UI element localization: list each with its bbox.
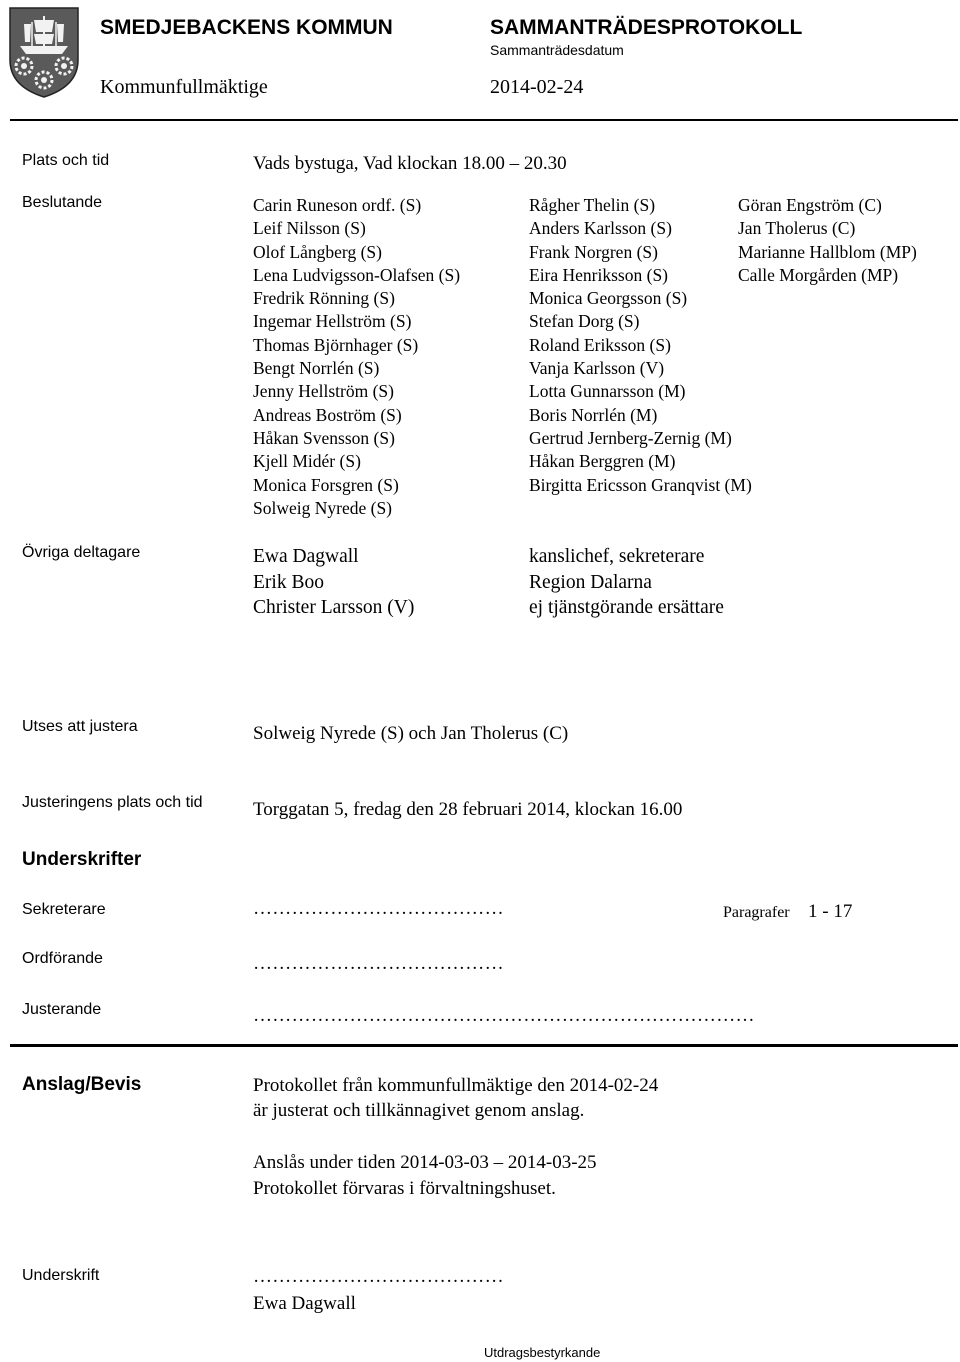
final-signature-label: Underskrift xyxy=(22,1267,100,1284)
final-signature-line: ………………………………… xyxy=(253,1266,504,1287)
notice-divider xyxy=(10,1044,958,1047)
decision-maker-name: Ingemar Hellström (S) xyxy=(253,311,412,332)
final-signature-name: Ewa Dagwall xyxy=(253,1293,356,1314)
secretary-signature-line: ………………………………… xyxy=(253,898,504,919)
participant-name: Ewa Dagwall xyxy=(253,546,359,567)
decision-maker-name: Jan Tholerus (C) xyxy=(738,218,856,239)
decision-maker-name: Kjell Midér (S) xyxy=(253,451,361,472)
header-divider xyxy=(10,119,958,121)
decision-maker-name: Carin Runeson ordf. (S) xyxy=(253,195,422,215)
place-value: Vads bystuga, Vad klockan 18.00 – 20.30 xyxy=(253,153,567,174)
governing-body: Kommunfullmäktige xyxy=(100,76,268,98)
decision-makers-column-3 xyxy=(738,194,917,287)
decision-maker-name: Vanja Karlsson (V) xyxy=(529,358,665,379)
decision-maker-name: Eira Henriksson (S) xyxy=(529,264,669,285)
decision-maker-name: Boris Norrlén (M) xyxy=(529,404,658,425)
other-participants-roles xyxy=(529,544,724,621)
notice-line-4: Protokollet förvaras i förvaltningshuset. xyxy=(253,1178,556,1199)
meeting-date-label: Sammanträdesdatum xyxy=(490,42,624,58)
participant-role: ej tjänstgörande ersättare xyxy=(529,597,724,618)
notice-heading: Anslag/Bevis xyxy=(22,1074,142,1095)
chair-label: Ordförande xyxy=(22,950,103,967)
participant-name: Erik Boo xyxy=(253,571,324,593)
paragraphs-label: Paragrafer xyxy=(723,904,790,921)
other-participants-label: Övriga deltagare xyxy=(22,544,141,561)
decision-makers-column-2 xyxy=(529,194,752,497)
decision-maker-name: Gertrud Jernberg-Zernig (M) xyxy=(529,427,732,448)
decision-maker-name: Stefan Dorg (S) xyxy=(529,311,640,332)
paragraphs-value: 1 - 17 xyxy=(808,901,853,922)
document-type: SAMMANTRÄDESPROTOKOLL xyxy=(490,16,803,39)
signatures-heading: Underskrifter xyxy=(22,849,142,870)
other-participants-names xyxy=(253,544,414,621)
decision-maker-name: Fredrik Rönning (S) xyxy=(253,288,395,309)
decision-maker-name: Solweig Nyrede (S) xyxy=(253,497,393,518)
adjusters-value: Solweig Nyrede (S) och Jan Tholerus (C) xyxy=(253,723,569,744)
decision-maker-name: Lena Ludvigsson-Olafsen (S) xyxy=(253,264,461,285)
participant-name: Christer Larsson (V) xyxy=(253,597,415,618)
decision-maker-name: Marianne Hallblom (MP) xyxy=(738,241,917,262)
adjustment-place-label: Justeringens plats och tid xyxy=(22,794,203,811)
adjuster-signature-line: …………………………………………………………………… xyxy=(253,1005,755,1026)
place-label: Plats och tid xyxy=(22,152,110,169)
participant-role: kanslichef, sekreterare xyxy=(529,546,705,567)
decision-maker-name: Leif Nilsson (S) xyxy=(253,218,366,239)
decision-maker-name: Rågher Thelin (S) xyxy=(529,195,656,215)
decision-maker-name: Göran Engström (C) xyxy=(738,195,882,215)
decision-maker-name: Anders Karlsson (S) xyxy=(529,218,672,239)
decision-makers-column-1 xyxy=(253,194,460,520)
secretary-label: Sekreterare xyxy=(22,901,106,918)
adjustment-place-value: Torggatan 5, fredag den 28 februari 2014, klockan 16.00 xyxy=(253,799,683,820)
decision-maker-name: Thomas Björnhager (S) xyxy=(253,334,419,355)
decision-maker-name: Andreas Boström (S) xyxy=(253,404,402,425)
decision-maker-name: Håkan Berggren (M) xyxy=(529,451,676,472)
notice-line-2: är justerat och tillkännagivet genom anslag. xyxy=(253,1100,585,1121)
municipality-name: SMEDJEBACKENS KOMMUN xyxy=(100,16,393,39)
participant-role: Region Dalarna xyxy=(529,571,652,593)
decision-maker-name: Monica Georgsson (S) xyxy=(529,288,688,309)
decision-maker-name: Calle Morgården (MP) xyxy=(738,264,899,285)
decision-maker-name: Birgitta Ericsson Granqvist (M) xyxy=(529,474,752,495)
municipality-coat-of-arms-logo xyxy=(4,2,84,98)
decision-maker-name: Roland Eriksson (S) xyxy=(529,334,671,355)
decision-maker-name: Jenny Hellström (S) xyxy=(253,381,394,402)
decision-maker-name: Lotta Gunnarsson (M) xyxy=(529,381,686,402)
decision-makers-label: Beslutande xyxy=(22,194,103,211)
chair-signature-line: ………………………………… xyxy=(253,953,504,974)
decision-maker-name: Olof Långberg (S) xyxy=(253,241,382,262)
decision-maker-name: Monica Forsgren (S) xyxy=(253,474,399,495)
notice-line-3: Anslås under tiden 2014-03-03 – 2014-03-25 xyxy=(253,1152,597,1173)
adjuster-label: Justerande xyxy=(22,1001,102,1018)
meeting-date: 2014-02-24 xyxy=(490,76,584,98)
decision-maker-name: Håkan Svensson (S) xyxy=(253,427,395,448)
decision-maker-name: Frank Norgren (S) xyxy=(529,241,658,262)
certified-copy-label: Utdragsbestyrkande xyxy=(484,1345,601,1360)
adjusters-label: Utses att justera xyxy=(22,718,138,735)
decision-maker-name: Bengt Norrlén (S) xyxy=(253,358,380,379)
notice-line-1: Protokollet från kommunfullmäktige den 2014-02-24 xyxy=(253,1075,659,1096)
